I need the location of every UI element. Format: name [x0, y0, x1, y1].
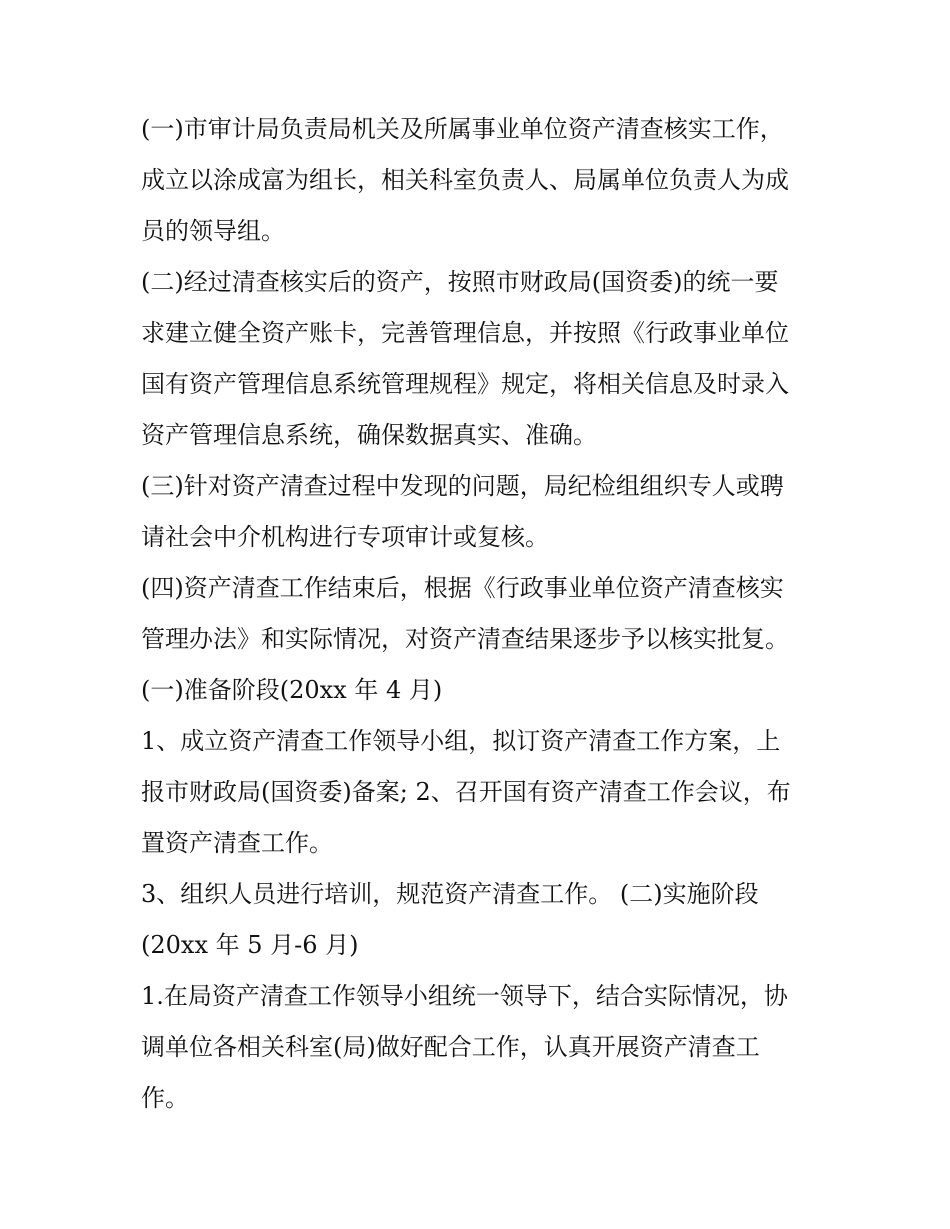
text-line: 管理办法》和实际情况，对资产清查结果逐步予以核实批复。 — [141, 625, 789, 653]
text-line: (20xx 年 5 月-6 月) — [141, 931, 359, 959]
paragraph-7 — [141, 869, 821, 971]
text-line: 作。 — [141, 1084, 189, 1112]
text-line: 调单位各相关科室(局)做好配合工作，认真开展资产清查工 — [141, 1033, 760, 1061]
paragraph-2 — [141, 257, 821, 461]
text-line: 成立以涂成富为组长，相关科室负责人、局属单位负责人为成 — [141, 166, 789, 194]
paragraph-8 — [141, 971, 821, 1124]
document-body — [141, 104, 821, 1124]
text-line: 置资产清查工作。 — [141, 829, 333, 857]
paragraph-4 — [141, 563, 821, 665]
text-line: 国有资产管理信息系统管理规程》规定，将相关信息及时录入 — [141, 370, 789, 398]
paragraph-5 — [141, 665, 821, 716]
text-line: 员的领导组。 — [141, 217, 285, 245]
text-line: (三)针对资产清查过程中发现的问题，局纪检组组织专人或聘 — [141, 472, 784, 500]
paragraph-1 — [141, 104, 821, 257]
text-line: 1.在局资产清查工作领导小组统一领导下，结合实际情况，协 — [141, 982, 788, 1010]
text-line: 求建立健全资产账卡，完善管理信息，并按照《行政事业单位 — [141, 319, 789, 347]
text-line: (四)资产清查工作结束后，根据《行政事业单位资产清查核实 — [141, 574, 784, 602]
text-line: (二)经过清查核实后的资产，按照市财政局(国资委)的统一要 — [141, 268, 779, 296]
text-line: 报市财政局(国资委)备案; 2、召开国有资产清查工作会议，布 — [141, 778, 791, 806]
text-line: 1、成立资产清查工作领导小组，拟订资产清查工作方案，上 — [141, 727, 781, 755]
text-line: (一)市审计局负责局机关及所属事业单位资产清查核实工作， — [141, 115, 784, 143]
text-line: 请社会中介机构进行专项审计或复核。 — [141, 523, 549, 551]
paragraph-6 — [141, 716, 821, 869]
text-line: 资产管理信息系统，确保数据真实、准确。 — [141, 421, 597, 449]
paragraph-3 — [141, 461, 821, 563]
text-line: (一)准备阶段(20xx 年 4 月) — [141, 676, 443, 704]
text-line: 3、组织人员进行培训，规范资产清查工作。 (二)实施阶段 — [141, 880, 759, 908]
